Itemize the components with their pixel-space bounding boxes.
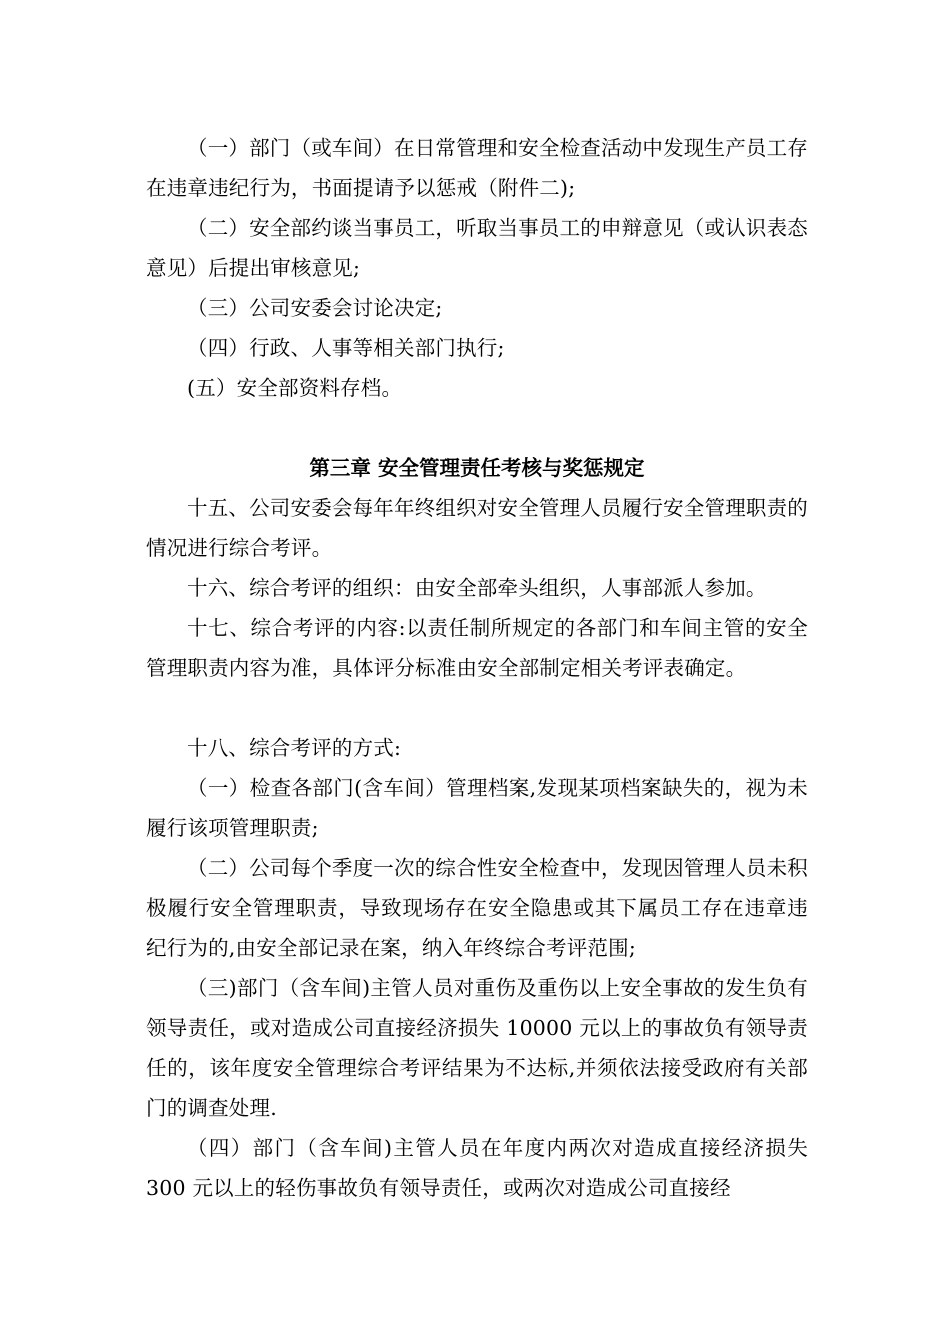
assessment-item-2: （二）公司每个季度一次的综合性安全检查中，发现因管理人员未积极履行安全管理职责，导致现场存在安全隐患或其下属员工存在违章违纪行为的,由安全部记录在案，纳入年终综合考评范围; — [146, 856, 808, 960]
article-15: 十五、公司安委会每年年终组织对安全管理人员履行安全管理职责的情况进行综合考评。 — [146, 496, 808, 560]
chapter-title: 第三章 安全管理责任考核与奖惩规定 — [309, 456, 645, 480]
procedure-step-5: (五）安全部资料存档。 — [187, 376, 403, 400]
assessment-item-4: （四）部门（含车间)主管人员在年度内两次对造成直接经济损失 300 元以上的轻伤事故负有领导责任，或两次对造成公司直接经 — [146, 1136, 808, 1200]
procedure-step-2: （二）安全部约谈当事员工，听取当事员工的申辩意见（或认识表态意见）后提出审核意见; — [146, 216, 808, 280]
article-18: 十八、综合考评的方式: — [187, 736, 402, 760]
assessment-item-3: （三)部门（含车间)主管人员对重伤及重伤以上安全事故的发生负有领导责任，或对造成公司直接经济损失 10000 元以上的事故负有领导责任的，该年度安全管理综合考评结果为不达标,并须依法接受政府有关部门的调查处理. — [146, 976, 808, 1120]
article-16: 十六、综合考评的组织：由安全部牵头组织，人事部派人参加。 — [187, 576, 767, 600]
assessment-item-1: （一）检查各部门(含车间）管理档案,发现某项档案缺失的，视为未履行该项管理职责; — [146, 776, 808, 840]
article-17: 十七、综合考评的内容:以责任制所规定的各部门和车间主管的安全管理职责内容为准，具体评分标准由安全部制定相关考评表确定。 — [146, 616, 808, 680]
procedure-step-1: （一）部门（或车间）在日常管理和安全检查活动中发现生产员工存在违章违纪行为，书面提请予以惩戒（附件二); — [146, 136, 808, 200]
procedure-step-4: （四）行政、人事等相关部门执行; — [187, 336, 505, 360]
procedure-step-3: （三）公司安委会讨论决定; — [187, 296, 443, 320]
